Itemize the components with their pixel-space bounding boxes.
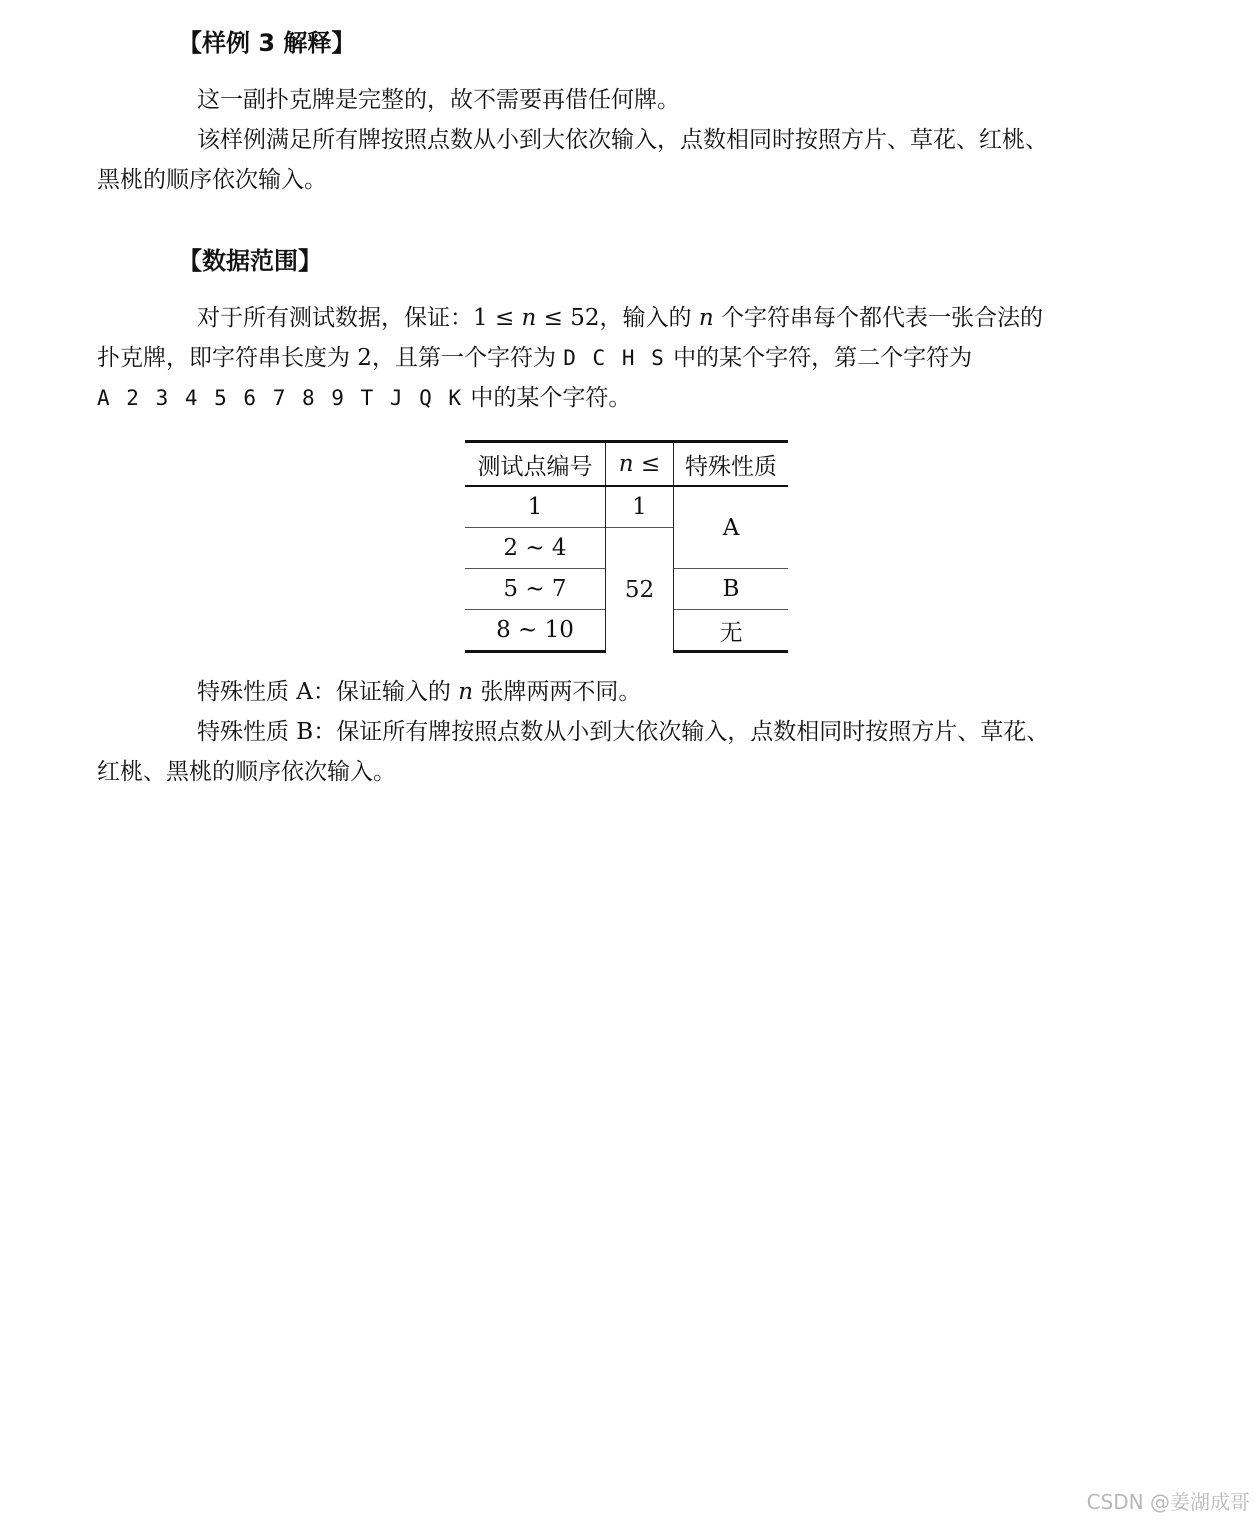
data-range-heading: 【数据范围】: [178, 247, 322, 275]
cell-n-1: 1: [606, 486, 674, 528]
property-b-paragraph: 特殊性质 B：保证所有牌按照点数从小到大依次输入，点数相同时按照方片、草花、 红桃、黑桃的顺序依次输入。: [97, 719, 1050, 785]
table-row: [465, 486, 788, 528]
sample3-heading: 【样例 3 解释】: [178, 29, 356, 57]
header-special-property: 特殊性质: [674, 442, 789, 487]
property-a-paragraph: 特殊性质 A：保证输入的 n 张牌两两不同。: [197, 679, 642, 705]
sample3-paragraph-2: 该样例满足所有牌按照点数从小到大依次输入，点数相同时按照方片、草花、红桃、 黑桃的顺序依次输入。: [97, 127, 1048, 193]
subtask-table: [465, 440, 788, 653]
rank-chars: A 2 3 4 5 6 7 8 9 T J Q K: [97, 386, 464, 410]
range-line-1: 对于所有测试数据，保证：1 ≤ n ≤ 52，输入的 n 个字符串每个都代表一张合法的: [197, 305, 1043, 331]
suit-chars: D C H S: [563, 346, 666, 370]
csdn-watermark: CSDN @姜湖成哥: [1086, 1490, 1250, 1514]
header-n-limit: n ≤: [606, 442, 674, 487]
cell-testcase-5-7: 5 ∼ 7: [465, 569, 606, 610]
cell-n-52: 52: [606, 528, 674, 652]
cell-testcase-2-4: 2 ∼ 4: [465, 528, 606, 569]
data-range-paragraph: [97, 298, 1115, 418]
range-line-2: 扑克牌，即字符串长度为 2，且第一个字符为 D C H S 中的某个字符，第二个字符为: [97, 345, 973, 371]
cell-property-a: A: [674, 486, 789, 569]
cell-testcase-1: 1: [465, 486, 606, 528]
cell-property-none: 无: [674, 610, 789, 652]
range-line-3: A 2 3 4 5 6 7 8 9 T J Q K 中的某个字符。: [97, 385, 632, 411]
header-testcase-id: 测试点编号: [465, 442, 606, 487]
table-header-row: [465, 442, 788, 487]
cell-testcase-8-10: 8 ∼ 10: [465, 610, 606, 652]
cell-property-b: B: [674, 569, 789, 610]
sample3-paragraph-1: 这一副扑克牌是完整的，故不需要再借任何牌。: [197, 87, 680, 113]
